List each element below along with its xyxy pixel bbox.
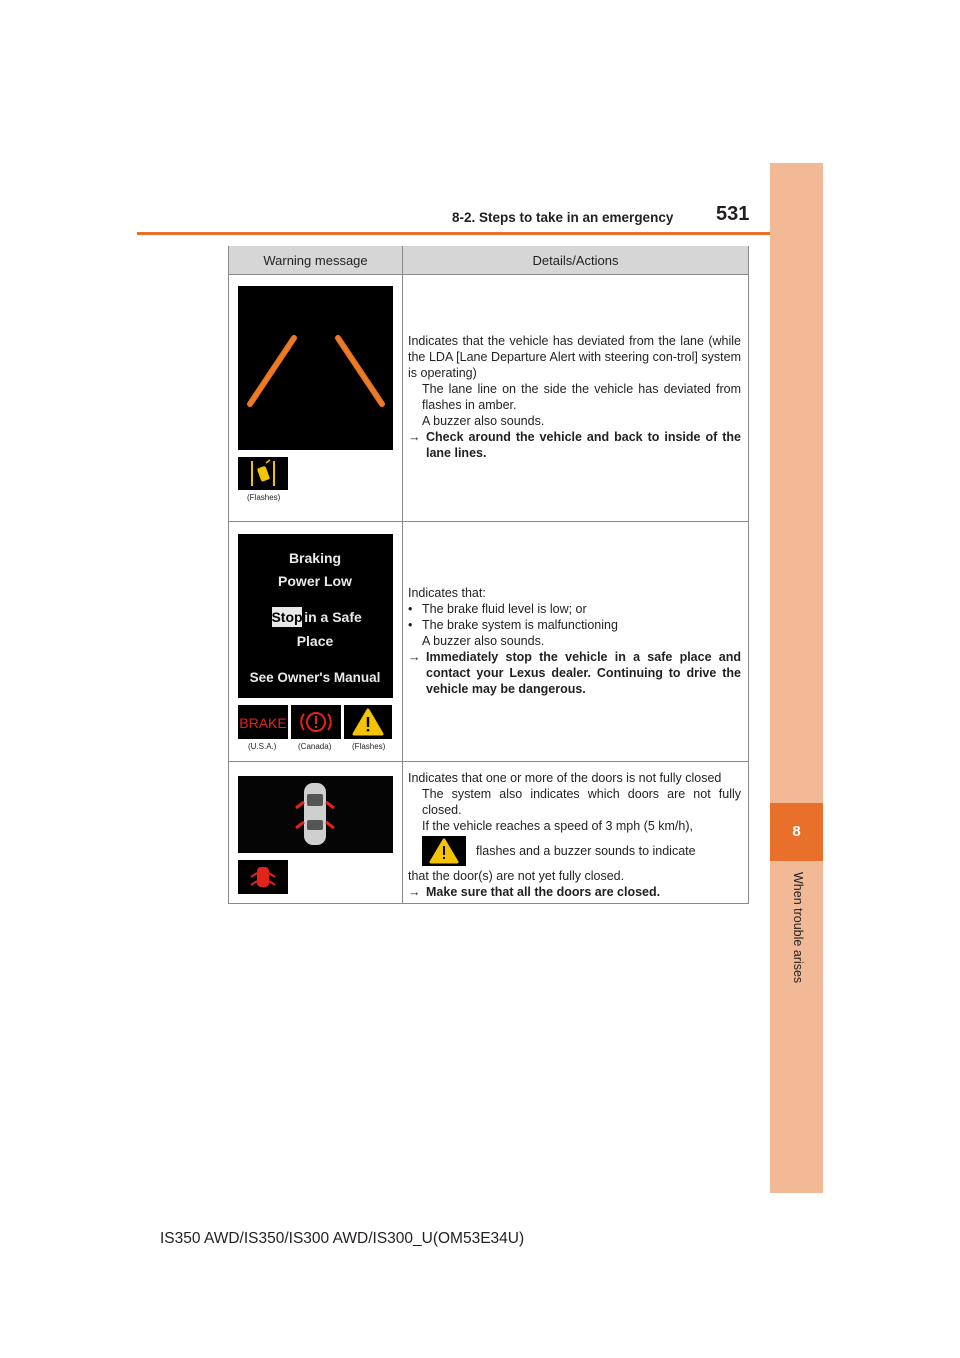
- lane-departure-details: [408, 333, 741, 461]
- door-open-icon: [238, 860, 288, 894]
- row-divider: [228, 761, 749, 762]
- brake-icon-canada: [291, 705, 341, 739]
- lane-lines-graphic: [238, 286, 393, 450]
- caption-canada: (Canada): [298, 742, 332, 751]
- detail-text: Indicates that one or more of the doors is not fully closed: [408, 771, 722, 785]
- screen-text: Braking: [288, 550, 342, 566]
- lane-departure-display: [238, 286, 393, 450]
- bullet-text: The brake system is malfunctioning: [422, 618, 618, 632]
- master-warning-icon: [344, 705, 392, 739]
- detail-text: Indicates that the vehicle has deviated from the lane (while the LDA [Lane Departure Alert with steering con-trol] system is operating): [408, 334, 741, 380]
- row-divider: [228, 521, 749, 522]
- screen-text: Place: [296, 633, 334, 649]
- inline-icon-line: [408, 836, 741, 866]
- footer-model-code: IS350 AWD/IS350/IS300 AWD/IS300_U(OM53E34U): [160, 1230, 525, 1247]
- lane-departure-icon: [238, 457, 288, 490]
- caption-flashes: (Flashes): [352, 742, 386, 751]
- brake-icon-usa: [238, 705, 288, 739]
- arrow-icon: →: [408, 430, 421, 444]
- detail-text: flashes and a buzzer sounds to indicate: [476, 844, 696, 858]
- detail-text: The lane line on the side the vehicle has deviated from flashes in amber.: [422, 382, 741, 412]
- braking-power-display: [238, 534, 393, 698]
- detail-text: The system also indicates which doors are not fully closed.: [422, 787, 741, 817]
- detail-text: that the door(s) are not yet fully closed.: [408, 869, 625, 883]
- action-text: Check around the vehicle and back to inside of the lane lines.: [426, 430, 741, 460]
- door-open-display: [238, 776, 393, 853]
- detail-text: A buzzer also sounds.: [422, 634, 545, 648]
- screen-text-highlight: Stop: [271, 609, 303, 625]
- detail-text: Indicates that:: [408, 586, 486, 600]
- column-divider: [402, 246, 403, 903]
- caption-usa: (U.S.A.): [248, 742, 277, 751]
- chapter-title: When trouble arises: [791, 872, 805, 984]
- header-rule: [137, 232, 823, 235]
- door-details: [408, 770, 741, 900]
- section-title: 8-2. Steps to take in an emergency: [452, 210, 674, 225]
- bullet-text: The brake fluid level is low; or: [422, 602, 587, 616]
- caption-flashes: (Flashes): [247, 493, 281, 502]
- detail-text: A buzzer also sounds.: [422, 414, 545, 428]
- column-header-message: Warning message: [229, 246, 402, 275]
- screen-text: See Owner's Manual: [249, 670, 381, 685]
- arrow-icon: →: [408, 885, 421, 899]
- brake-icon-text: BRAKE: [239, 715, 287, 731]
- action-text: Make sure that all the doors are closed.: [426, 885, 661, 899]
- arrow-icon: →: [408, 650, 421, 664]
- action-text: Immediately stop the vehicle in a safe place and contact your Lexus dealer. Continuing to drive the vehicle may be dangerous.: [426, 650, 741, 696]
- chapter-number[interactable]: 8: [770, 803, 823, 861]
- action-line: [408, 884, 741, 900]
- master-warning-icon: [422, 836, 466, 866]
- screen-text: Power Low: [278, 573, 352, 589]
- column-header-details: Details/Actions: [403, 246, 748, 275]
- chapter-tab: [770, 163, 823, 1193]
- detail-text: If the vehicle reaches a speed of 3 mph (5 km/h),: [422, 819, 693, 833]
- brake-details: Indicates that: • The brake fluid level is low; or • The brake system is malfunctioning A buzzer also sounds. → Immediately stop the vehicle in a safe place and contact your Lexus dealer. Continuing to drive the vehicle may be dangerous.: [408, 586, 741, 696]
- page-number: 531: [716, 203, 750, 225]
- screen-text: in a Safe: [304, 609, 362, 625]
- action-line: [408, 429, 741, 461]
- action-line: [408, 649, 741, 697]
